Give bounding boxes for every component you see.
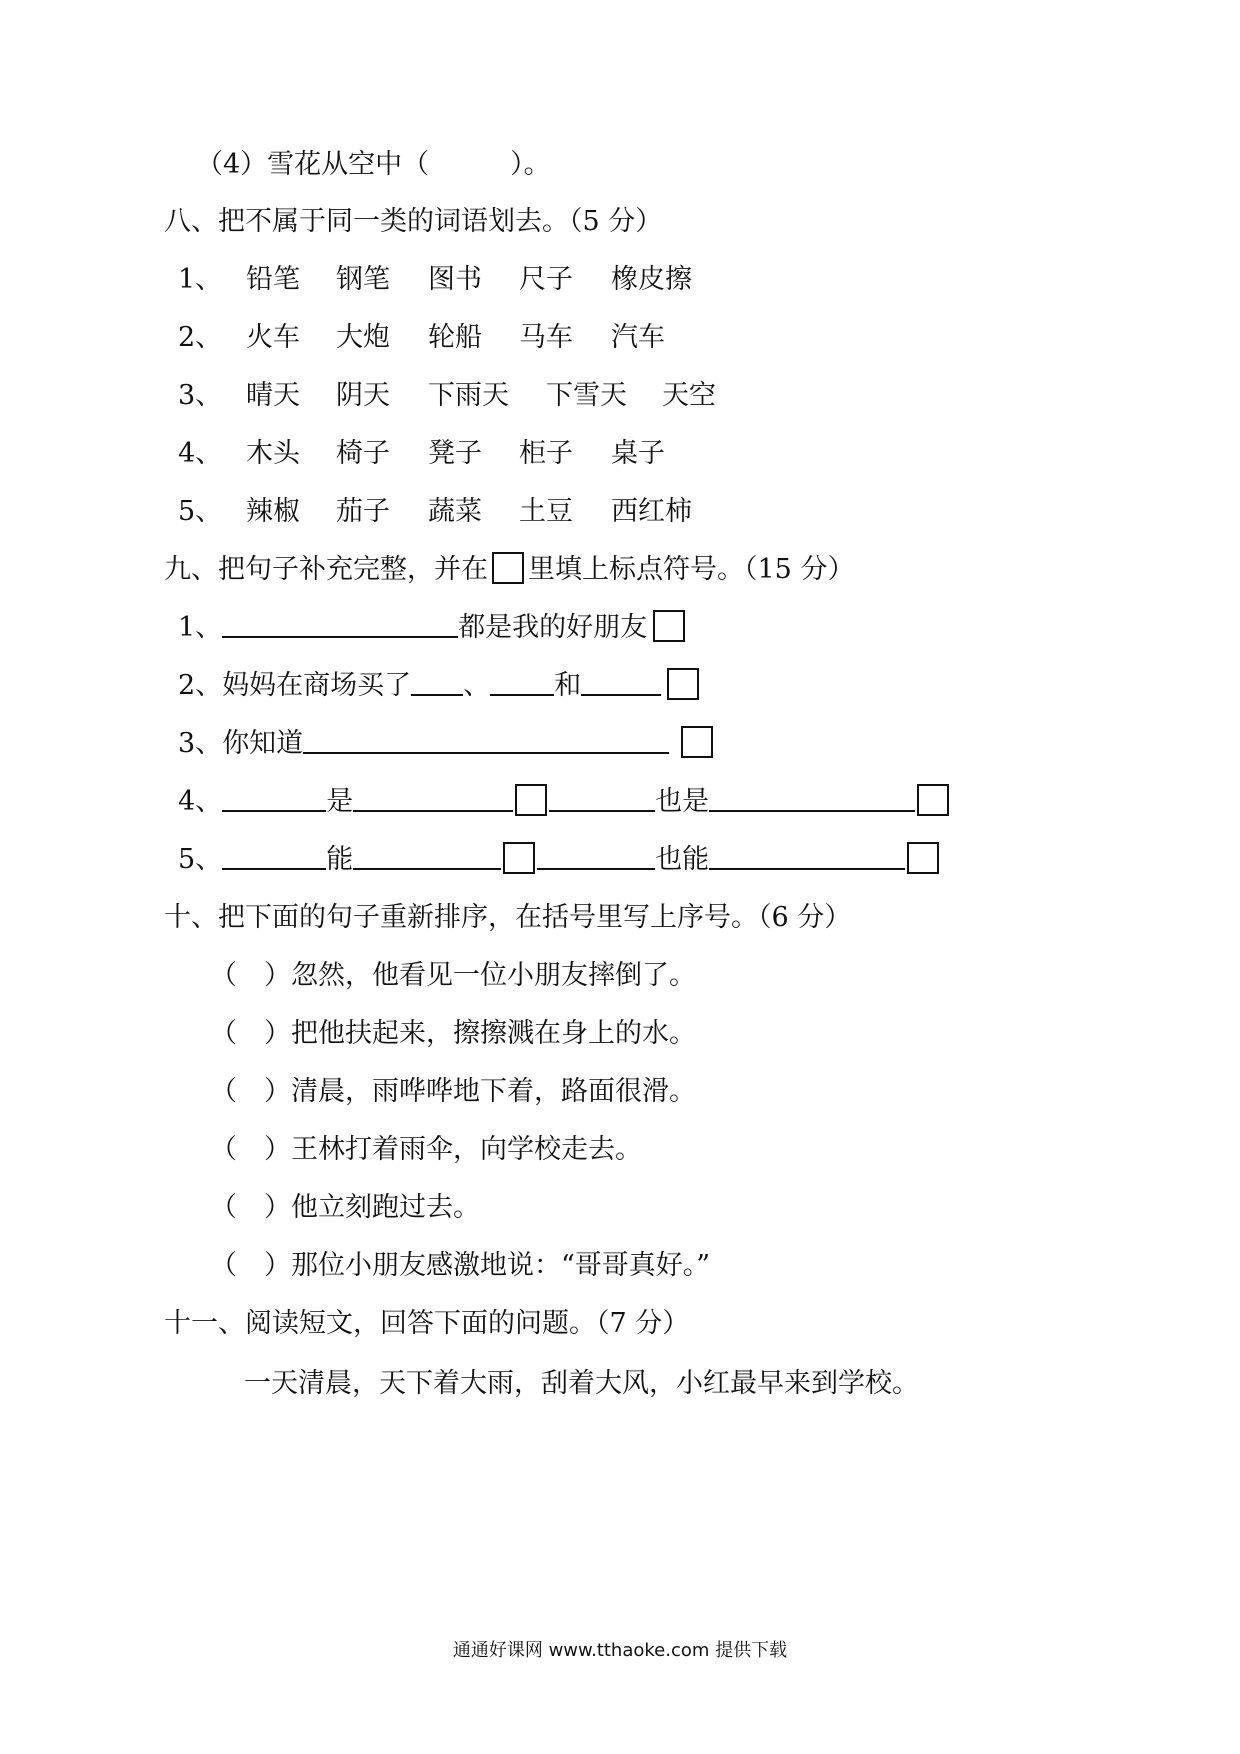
section-9-title-after: 里填上标点符号。（15 分） — [528, 554, 855, 585]
word-item: 下雪天 — [546, 380, 627, 411]
is-text: 是 — [326, 786, 354, 817]
fill-blank[interactable] — [537, 842, 655, 870]
ordering-sentence: 那位小朋友感激地说：“哥哥真好。” — [291, 1250, 711, 1281]
order-paren[interactable]: （ ） — [210, 1250, 291, 1281]
page-footer: 通通好课网 www.tthaoke.com 提供下载 — [452, 1640, 788, 1661]
fill-blank[interactable] — [222, 784, 326, 812]
sentence-number: 4、 — [178, 786, 223, 817]
reading-passage: 一天清晨，天下着大雨，刮着大风，小红最早来到学校。 — [244, 1368, 919, 1399]
order-paren[interactable]: （ ） — [210, 1192, 291, 1223]
section-8-row-1 — [178, 260, 798, 300]
fill-blank[interactable] — [222, 842, 326, 870]
punctuation-box[interactable] — [917, 784, 949, 816]
section-8-row-2 — [178, 318, 798, 358]
punctuation-box[interactable] — [681, 726, 713, 758]
punctuation-box[interactable] — [907, 842, 939, 874]
word-item: 下雨天 — [428, 380, 509, 411]
punctuation-box[interactable] — [515, 784, 547, 816]
sentence-text: 你知道 — [222, 728, 304, 759]
word-item: 橡皮擦 — [611, 264, 692, 295]
section-8-row-3 — [178, 376, 798, 416]
ordering-sentence: 忽然，他看见一位小朋友摔倒了。 — [291, 960, 696, 991]
also-can-text: 也能 — [655, 844, 710, 875]
sentence-number: 5、 — [178, 844, 223, 875]
section-8-row-4 — [178, 434, 798, 474]
sentence-number: 2、 — [178, 670, 223, 701]
order-paren[interactable]: （ ） — [210, 1134, 291, 1165]
and-text: 和 — [554, 670, 582, 701]
word-item: 火车 — [246, 322, 300, 353]
also-is-text: 也是 — [655, 786, 710, 817]
word-item: 辣椒 — [246, 496, 300, 527]
word-item: 晴天 — [246, 380, 300, 411]
order-paren[interactable]: （ ） — [210, 960, 291, 991]
fill-blank[interactable] — [222, 610, 458, 638]
word-item: 钢笔 — [336, 264, 390, 295]
ordering-item — [210, 956, 696, 996]
ordering-sentence: 他立刻跑过去。 — [291, 1192, 480, 1223]
fill-blank[interactable] — [353, 842, 501, 870]
fill-blank[interactable] — [581, 668, 661, 696]
word-item: 天空 — [662, 380, 716, 411]
punctuation-box[interactable] — [653, 610, 685, 642]
section-9-sentence-3 — [178, 724, 713, 764]
can-text: 能 — [326, 844, 354, 875]
sentence-text: 妈妈在商场买了 — [222, 670, 412, 701]
punctuation-box[interactable] — [503, 842, 535, 874]
row-number: 4、 — [178, 438, 223, 469]
ordering-sentence: 清晨，雨哗哗地下着，路面很滑。 — [291, 1076, 696, 1107]
section-9-sentence-4 — [178, 782, 949, 822]
sentence-number: 1、 — [178, 612, 223, 643]
row-number: 1、 — [178, 264, 223, 295]
row-number: 3、 — [178, 380, 223, 411]
ordering-sentence: 把他扶起来，擦擦溅在身上的水。 — [291, 1018, 696, 1049]
punctuation-box-sample — [492, 552, 524, 584]
word-item: 大炮 — [336, 322, 390, 353]
word-item: 尺子 — [519, 264, 573, 295]
ordering-sentence: 王林打着雨伞，向学校走去。 — [291, 1134, 642, 1165]
word-item: 茄子 — [336, 496, 390, 527]
word-item: 铅笔 — [246, 264, 300, 295]
fill-blank[interactable] — [549, 784, 655, 812]
fill-blank[interactable] — [709, 784, 915, 812]
word-item: 阴天 — [336, 380, 390, 411]
section-11-title: 十一、阅读短文，回答下面的问题。（7 分） — [164, 1308, 690, 1339]
section-8-title: 八、把不属于同一类的词语划去。（5 分） — [164, 206, 663, 237]
word-item: 桌子 — [611, 438, 665, 469]
section-10-title: 十、把下面的句子重新排序，在括号里写上序号。（6 分） — [164, 902, 852, 933]
section-9-sentence-5 — [178, 840, 939, 880]
word-item: 轮船 — [428, 322, 482, 353]
word-item: 椅子 — [336, 438, 390, 469]
word-item: 蔬菜 — [428, 496, 482, 527]
word-item: 凳子 — [428, 438, 482, 469]
ordering-item — [210, 1072, 696, 1112]
ordering-item — [210, 1246, 710, 1286]
fill-blank[interactable] — [303, 726, 669, 754]
ordering-item — [210, 1014, 696, 1054]
fill-blank[interactable] — [490, 668, 554, 696]
word-item: 西红柿 — [611, 496, 692, 527]
question-7-item-4: （4）雪花从空中（ ）。 — [196, 149, 551, 180]
section-9-sentence-1 — [178, 608, 685, 648]
section-8-row-5 — [178, 492, 798, 532]
punctuation-box[interactable] — [667, 668, 699, 700]
word-item: 图书 — [428, 264, 482, 295]
separator-text: 、 — [463, 670, 491, 701]
order-paren[interactable]: （ ） — [210, 1018, 291, 1049]
ordering-item — [210, 1130, 642, 1170]
section-9-sentence-2 — [178, 666, 699, 706]
sentence-number: 3、 — [178, 728, 223, 759]
word-item: 木头 — [246, 438, 300, 469]
ordering-item — [210, 1188, 480, 1228]
fill-blank[interactable] — [411, 668, 463, 696]
word-item: 土豆 — [519, 496, 573, 527]
section-9-title — [164, 550, 854, 590]
row-number: 5、 — [178, 496, 223, 527]
word-item: 柜子 — [519, 438, 573, 469]
word-item: 汽车 — [611, 322, 665, 353]
fill-blank[interactable] — [353, 784, 513, 812]
sentence-text: 都是我的好朋友 — [458, 612, 648, 643]
section-9-title-before: 九、把句子补充完整，并在 — [164, 554, 488, 585]
order-paren[interactable]: （ ） — [210, 1076, 291, 1107]
word-item: 马车 — [519, 322, 573, 353]
row-number: 2、 — [178, 322, 223, 353]
fill-blank[interactable] — [709, 842, 905, 870]
